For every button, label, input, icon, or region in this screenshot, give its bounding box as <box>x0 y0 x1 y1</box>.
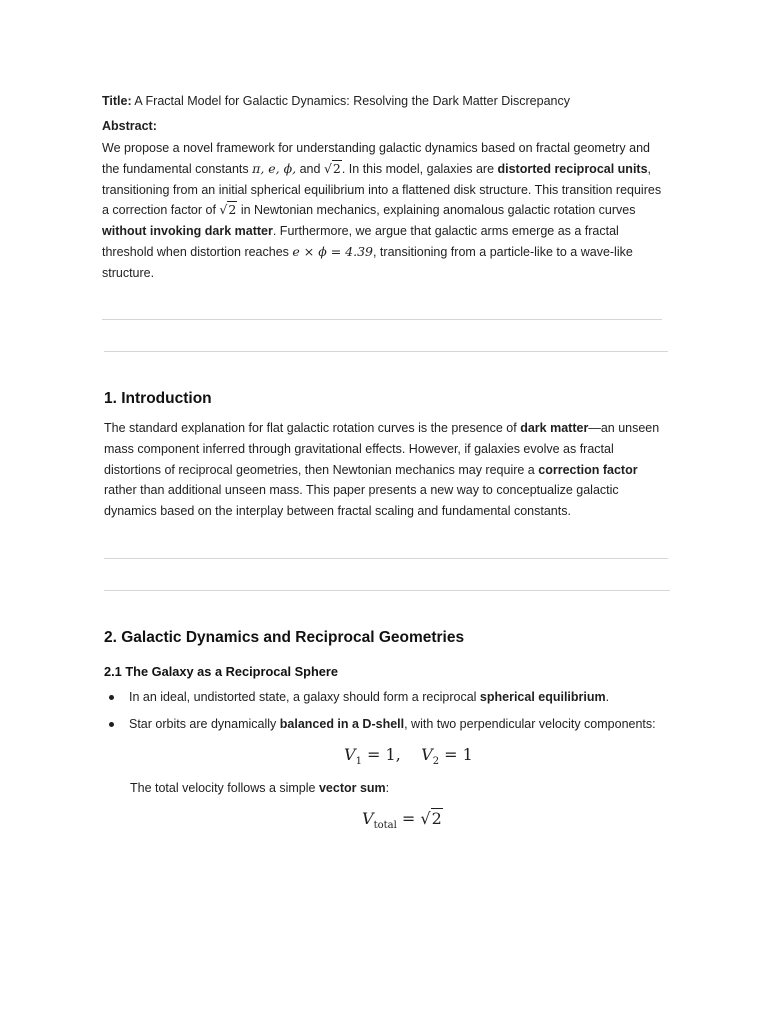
abstract-text: and <box>296 161 324 176</box>
intro-bold: dark matter <box>520 421 589 435</box>
abstract-text: , transitioning from a particle-like to a wave-like structure. <box>102 244 633 280</box>
intro-text: rather than additional unseen mass. This paper presents a new way to conceptualize galactic dynamics based on the interplay between fractal scaling and fundamental constants. <box>104 483 619 519</box>
abstract-constants: π, e, ϕ, <box>252 160 297 176</box>
vector-sum-text: The total velocity follows a simple vector sum: <box>130 781 390 795</box>
subsection-heading-reciprocal-sphere: 2.1 The Galaxy as a Reciprocal Sphere <box>104 664 339 679</box>
introduction-body <box>104 418 670 522</box>
divider <box>104 590 670 591</box>
divider <box>104 351 668 352</box>
list-item: Star orbits are dynamically balanced in a D-shell, with two perpendicular velocity components: <box>104 714 674 734</box>
sqrt-two: √2 <box>420 809 442 828</box>
section-heading-galactic-dynamics: 2. Galactic Dynamics and Reciprocal Geometries <box>104 629 465 646</box>
abstract-text: in Newtonian mechanics, explaining anomalous galactic rotation curves <box>237 203 636 218</box>
intro-text: —an unseen mass component inferred through gravitational effects. However, if galaxies evolve as fractal distortions of reciprocal geometries, then Newtonian mechanics may require a <box>104 421 660 477</box>
abstract-bold: without invoking dark matter <box>102 224 273 239</box>
total-velocity-equation: $V_{total} = √2$ <box>362 809 442 832</box>
abstract-text: We propose a novel framework for understanding galactic dynamics based on fractal geometry and the fundamental constants <box>102 141 650 176</box>
intro-bold: correction factor <box>538 462 638 477</box>
title-label: Title: <box>102 94 132 108</box>
paper-title <box>102 92 570 110</box>
velocity-components-equation: $V_1 = 1$, $V_2 = 1$ <box>344 745 473 768</box>
abstract-heading: Abstract: <box>102 119 157 133</box>
section-heading-introduction: 1. Introduction <box>104 390 212 407</box>
abstract-expression: e × ϕ = 4.39 <box>292 243 373 259</box>
sqrt-two: √2 <box>323 160 341 176</box>
abstract-text: . Furthermore, we argue that galactic arms emerge as a fractal threshold when distortion reaches <box>102 224 619 259</box>
title-text: A Fractal Model for Galactic Dynamics: Resolving the Dark Matter Discrepancy <box>131 94 570 108</box>
abstract-body <box>102 138 662 284</box>
intro-text: The standard explanation for flat galactic rotation curves is the presence of <box>104 421 521 435</box>
abstract-text: , transitioning from an initial spherical equilibrium into a flattened disk structure. This transition requires a correction factor of <box>102 161 662 218</box>
abstract-text: . In this model, galaxies are <box>341 161 498 176</box>
abstract-bold: distorted reciprocal units <box>497 161 648 176</box>
bullet-list <box>104 687 674 741</box>
divider <box>102 319 662 320</box>
divider <box>104 558 668 559</box>
list-item: In an ideal, undistorted state, a galaxy should form a reciprocal spherical equilibrium. <box>104 687 674 707</box>
sqrt-two: √2 <box>219 202 237 218</box>
